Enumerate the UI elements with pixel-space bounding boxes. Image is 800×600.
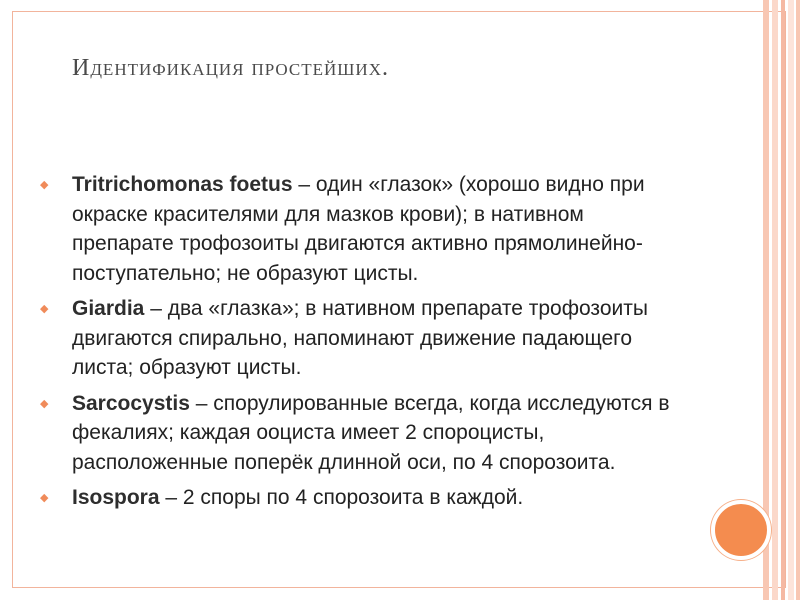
decorative-stripe [781, 0, 785, 600]
list-item [40, 483, 680, 513]
title-divider [36, 116, 764, 117]
organism-name: Tritrichomonas foetus [72, 173, 293, 196]
bullet-list [40, 170, 680, 519]
list-item [40, 294, 680, 383]
organism-description: – 2 споры по 4 спорозоита в каждой. [159, 486, 524, 509]
organism-description: – спорулированные всегда, когда исследуются в фекалиях; каждая ооциста имеет 2 спороцисты, расположенные поперёк длинной оси, по 4 спорозоита. [72, 391, 670, 474]
diamond-bullet-icon: ◆ [40, 303, 49, 315]
decorative-stripe [796, 0, 800, 600]
organism-name: Sarcocystis [72, 391, 190, 415]
decorative-stripe [772, 0, 778, 600]
list-item [40, 389, 680, 478]
slide-title: Идентификация простейших. [72, 55, 389, 81]
list-item [40, 170, 680, 288]
diamond-bullet-icon: ◆ [40, 492, 49, 504]
organism-description: – один «глазок» (хорошо видно при окраске красителями для мазков крови); в нативном препарате трофозоиты двигаются активно прямолинейно-поступательно; не образуют цисты. [72, 173, 645, 285]
diamond-bullet-icon: ◆ [40, 397, 49, 410]
organism-name: Isospora [72, 486, 160, 509]
diamond-bullet-icon: ◆ [40, 179, 49, 191]
organism-name: Giardia [72, 297, 145, 320]
decorative-circle [711, 500, 771, 560]
decorative-stripe [788, 0, 794, 600]
organism-description: – два «глазка»; в нативном препарате трофозоиты двигаются спирально, напоминают движение падающего листа; образуют цисты. [72, 297, 648, 379]
